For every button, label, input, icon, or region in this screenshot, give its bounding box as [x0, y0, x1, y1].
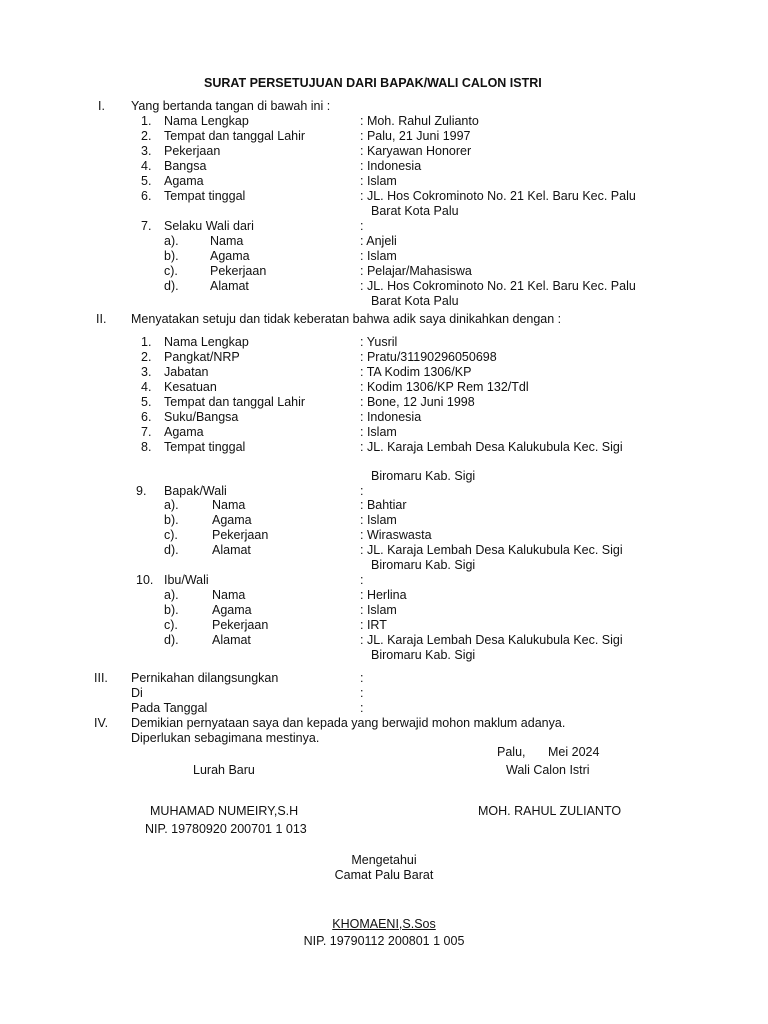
sub-field-value: : JL. Karaja Lembah Desa Kalukubula Kec. Sigi: [360, 633, 623, 647]
field-value: : Indonesia: [360, 159, 422, 173]
sub-field-value-continued: Biromaru Kab. Sigi: [371, 648, 476, 662]
sub-field-number: c).: [164, 528, 178, 542]
field-value: : Indonesia: [360, 410, 422, 424]
field-number: 1.: [141, 335, 152, 349]
field-label: Pernikahan dilangsungkan: [131, 671, 279, 685]
sub-field-number: d).: [164, 543, 179, 557]
field-number: 3.: [141, 365, 152, 379]
section-number: II.: [96, 312, 107, 326]
field-value: :: [360, 686, 364, 700]
sub-field-number: b).: [164, 513, 179, 527]
sub-field-value: : Herlina: [360, 588, 407, 602]
sub-field-value: : JL. Hos Cokrominoto No. 21 Kel. Baru Kec. Palu: [360, 279, 636, 293]
field-label: Nama Lengkap: [164, 114, 249, 128]
sub-field-value: : Bahtiar: [360, 498, 407, 512]
field-value: :: [360, 701, 364, 715]
sub-field-label: Agama: [210, 249, 250, 263]
field-value: :: [360, 219, 364, 233]
sub-field-value: : Pelajar/Mahasiswa: [360, 264, 472, 278]
field-number: 4.: [141, 159, 152, 173]
field-number: 2.: [141, 350, 152, 364]
field-value-continued: Biromaru Kab. Sigi: [371, 469, 476, 483]
sub-field-value: : JL. Karaja Lembah Desa Kalukubula Kec. Sigi: [360, 543, 623, 557]
field-label: Suku/Bangsa: [164, 410, 239, 424]
field-label: Tempat dan tanggal Lahir: [164, 395, 306, 409]
field-number: 6.: [141, 410, 152, 424]
camat-role: Camat Palu Barat: [334, 868, 434, 882]
field-number: 5.: [141, 174, 152, 188]
sub-field-label: Alamat: [210, 279, 249, 293]
field-label: Tempat dan tanggal Lahir: [164, 129, 306, 143]
sub-field-number: b).: [164, 249, 179, 263]
field-value: :: [360, 573, 364, 587]
field-label: Bangsa: [164, 159, 207, 173]
sub-field-number: b).: [164, 603, 179, 617]
sign-place: Palu,: [497, 745, 526, 759]
sub-field-number: a).: [164, 588, 179, 602]
field-label: Agama: [164, 174, 204, 188]
field-value: : TA Kodim 1306/KP: [360, 365, 472, 379]
field-number: 7.: [141, 219, 152, 233]
field-label: Agama: [164, 425, 204, 439]
sub-field-label: Agama: [212, 603, 252, 617]
sub-field-label: Pekerjaan: [210, 264, 267, 278]
sub-field-value: : Islam: [360, 513, 397, 527]
field-value: :: [360, 671, 364, 685]
field-value: : Yusril: [360, 335, 398, 349]
sub-field-label: Alamat: [212, 543, 251, 557]
sub-field-label: Nama: [212, 588, 246, 602]
field-number: 1.: [141, 114, 152, 128]
sub-field-value-continued: Barat Kota Palu: [371, 294, 459, 308]
sub-field-value-continued: Biromaru Kab. Sigi: [371, 558, 476, 572]
field-label: Selaku Wali dari: [164, 219, 254, 233]
sub-field-number: d).: [164, 633, 179, 647]
left-signatory-nip: NIP. 19780920 200701 1 013: [145, 822, 307, 836]
closing-statement: Demikian pernyataan saya dan kepada yang berwajid mohon maklum adanya.: [131, 716, 566, 730]
field-label: Nama Lengkap: [164, 335, 249, 349]
field-number: 9.: [136, 484, 147, 498]
section-intro: Menyatakan setuju dan tidak keberatan bahwa adik saya dinikahkan dengan :: [131, 312, 562, 326]
field-number: 4.: [141, 380, 152, 394]
closing-statement: Diperlukan sebagimana mestinya.: [131, 731, 320, 745]
field-label: Bapak/Wali: [164, 484, 227, 498]
section-intro: Yang bertanda tangan di bawah ini :: [131, 99, 331, 113]
field-value: : Palu, 21 Juni 1997: [360, 129, 471, 143]
camat-name-text: KHOMAENI,S.Sos: [332, 917, 436, 931]
sub-field-label: Agama: [212, 513, 252, 527]
field-label: Jabatan: [164, 365, 209, 379]
field-number: 2.: [141, 129, 152, 143]
field-value: : Islam: [360, 174, 397, 188]
field-label: Kesatuan: [164, 380, 217, 394]
acknowledgement-label: Mengetahui: [351, 853, 417, 867]
field-label: Di: [131, 686, 143, 700]
sub-field-value: : Anjeli: [360, 234, 397, 248]
field-value: : Kodim 1306/KP Rem 132/Tdl: [360, 380, 529, 394]
right-signatory-role: Wali Calon Istri: [506, 763, 590, 777]
sub-field-number: d).: [164, 279, 179, 293]
field-number: 5.: [141, 395, 152, 409]
sub-field-value: : Wiraswasta: [360, 528, 432, 542]
sub-field-label: Alamat: [212, 633, 251, 647]
document-title: SURAT PERSETUJUAN DARI BAPAK/WALI CALON ISTRI: [204, 76, 542, 90]
field-value: : JL. Hos Cokrominoto No. 21 Kel. Baru Kec. Palu: [360, 189, 636, 203]
camat-nip: NIP. 19790112 200801 1 005: [303, 934, 465, 948]
field-value: : Islam: [360, 425, 397, 439]
section-number: IV.: [94, 716, 109, 730]
section-number: III.: [94, 671, 108, 685]
field-number: 10.: [136, 573, 154, 587]
field-label: Tempat tinggal: [164, 189, 246, 203]
sub-field-label: Nama: [210, 234, 244, 248]
field-number: 3.: [141, 144, 152, 158]
right-signatory-name: MOH. RAHUL ZULIANTO: [478, 804, 622, 818]
field-value: : Moh. Rahul Zulianto: [360, 114, 479, 128]
section-number: I.: [98, 99, 105, 113]
camat-name: [234, 917, 534, 932]
sign-date: Mei 2024: [548, 745, 600, 759]
left-signatory-role: Lurah Baru: [193, 763, 255, 777]
field-label: Tempat tinggal: [164, 440, 246, 454]
left-signatory-name: MUHAMAD NUMEIRY,S.H: [150, 804, 299, 818]
sub-field-value: : IRT: [360, 618, 387, 632]
field-number: 8.: [141, 440, 152, 454]
sub-field-number: a).: [164, 498, 179, 512]
sub-field-label: Pekerjaan: [212, 528, 269, 542]
sub-field-label: Nama: [212, 498, 246, 512]
field-label: Pangkat/NRP: [164, 350, 240, 364]
field-number: 7.: [141, 425, 152, 439]
field-label: Pada Tanggal: [131, 701, 208, 715]
sub-field-number: c).: [164, 618, 178, 632]
field-label: Pekerjaan: [164, 144, 221, 158]
field-value: : Bone, 12 Juni 1998: [360, 395, 475, 409]
sub-field-number: a).: [164, 234, 179, 248]
field-value: :: [360, 484, 364, 498]
field-value: : JL. Karaja Lembah Desa Kalukubula Kec. Sigi: [360, 440, 623, 454]
field-value: : Pratu/31190296050698: [360, 350, 497, 364]
field-number: 6.: [141, 189, 152, 203]
field-value: : Karyawan Honorer: [360, 144, 472, 158]
sub-field-number: c).: [164, 264, 178, 278]
sub-field-label: Pekerjaan: [212, 618, 269, 632]
field-label: Ibu/Wali: [164, 573, 209, 587]
sub-field-value: : Islam: [360, 603, 397, 617]
field-value-continued: Barat Kota Palu: [371, 204, 459, 218]
sub-field-value: : Islam: [360, 249, 397, 263]
